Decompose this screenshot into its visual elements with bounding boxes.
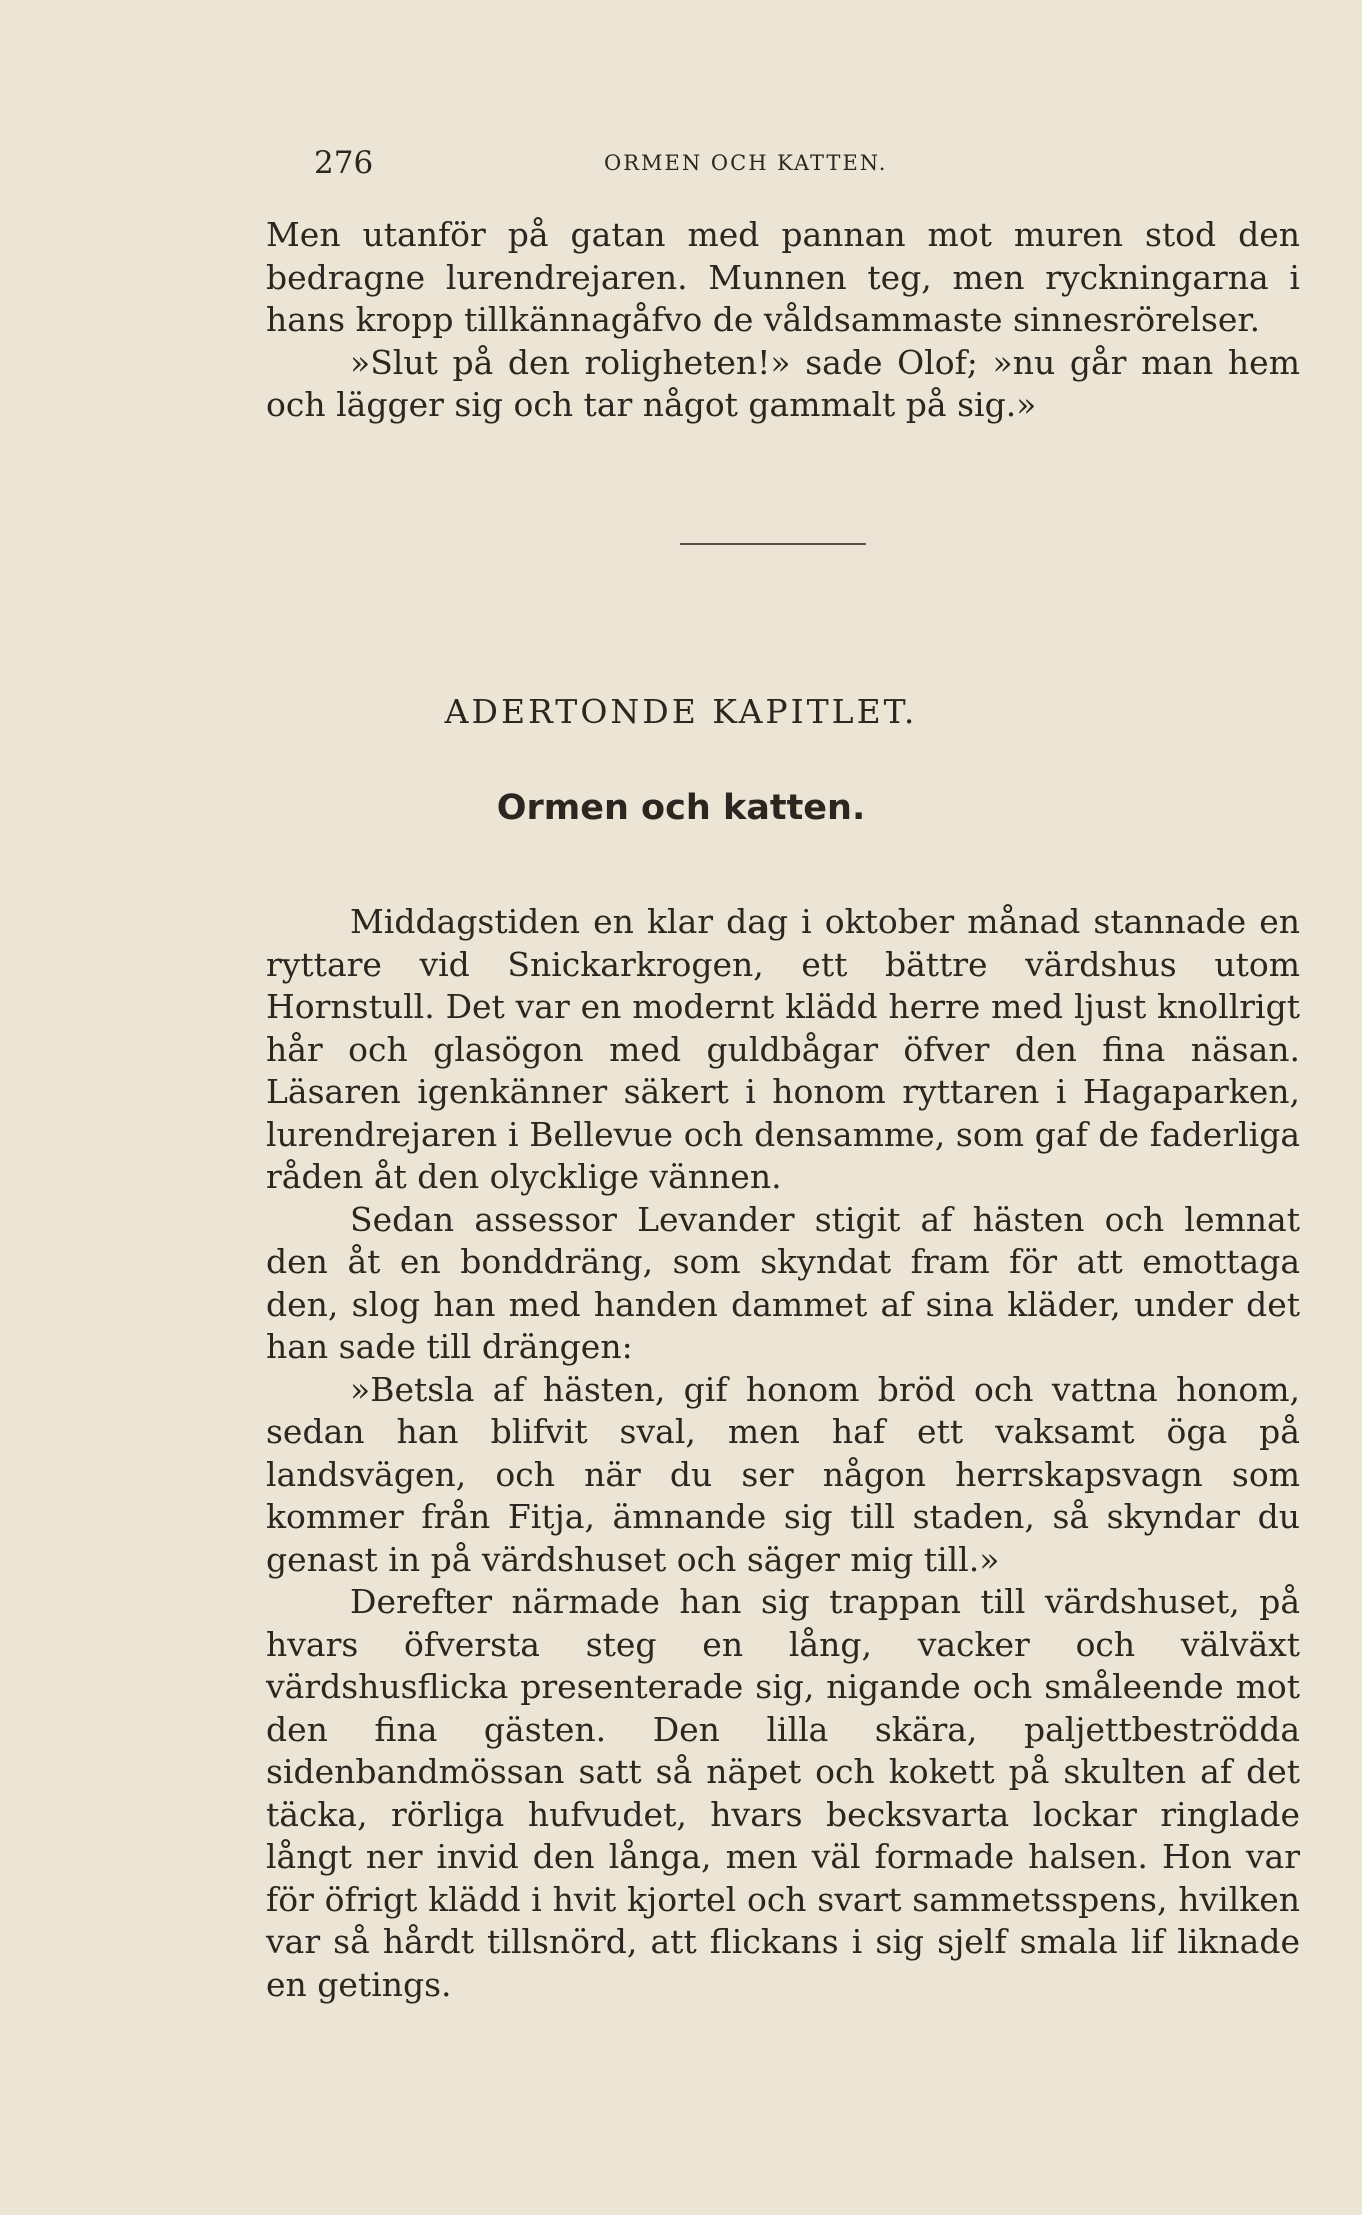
paragraph: »Betsla af hästen, gif honom bröd och vattna honom, sedan han blifvit sval, men haf ett vaksamt öga på landsvägen, och när du ser någon herrskapsvagn som kommer från Fitja, ämnande sig till staden, så skyndar du genast in på värdshuset och säger mig till.» [266, 1369, 1300, 1579]
paragraph: Men utanför på gatan med pannan mot muren stod den bedragne lurendrejaren. Munnen teg, men ryckningarna i hans kropp tillkännagåfvo de våldsammaste sinnesrörelser. [266, 215, 1300, 339]
chapter-title: Ormen och katten. [496, 788, 866, 828]
chapter-text [266, 901, 1300, 2006]
section-divider [680, 543, 866, 545]
running-head: ORMEN OCH KATTEN. [604, 151, 888, 175]
chapter-heading: ADERTONDE KAPITLET. [444, 692, 918, 731]
paragraph: Derefter närmade han sig trappan till värdshuset, på hvars öfversta steg en lång, vacker och välväxt värdshusflicka presenterade sig, nigande och småleende mot den fina gästen. Den lilla skära, paljettbeströdda sidenbandmössan satt så näpet och kokett på skulten af det täcka, rörliga hufvudet, hvars becksvarta lockar ringlade långt ner invid den långa, men väl formade halsen. Hon var för öfrigt klädd i hvit kjortel och svart sammetsspens, hvilken var så hårdt tillsnörd, att flickans i sig sjelf smala lif liknade en getings. [266, 1582, 1300, 2004]
paragraph: Sedan assessor Levander stigit af hästen och lemnat den åt en bonddräng, som skyndat fram för att emottaga den, slog han med handen dammet af sina kläder, under det han sade till drängen: [266, 1199, 1300, 1366]
paragraph: »Slut på den roligheten!» sade Olof; »nu går man hem och lägger sig och tar något gammalt på sig.» [266, 342, 1300, 424]
paragraph: Middagstiden en klar dag i oktober månad stannade en ryttare vid Snickarkrogen, ett bättre värdshus utom Hornstull. Det var en modernt klädd herre med ljust knollrigt hår och glasögon med guldbågar öfver den fina näsan. Läsaren igenkänner säkert i honom ryttaren i Hagaparken, lurendrejaren i Bellevue och densamme, som gaf de faderliga råden åt den olycklige vännen. [266, 902, 1300, 1196]
intro-text [266, 214, 1300, 427]
page-number: 276 [314, 145, 374, 181]
page-header [0, 145, 1362, 185]
